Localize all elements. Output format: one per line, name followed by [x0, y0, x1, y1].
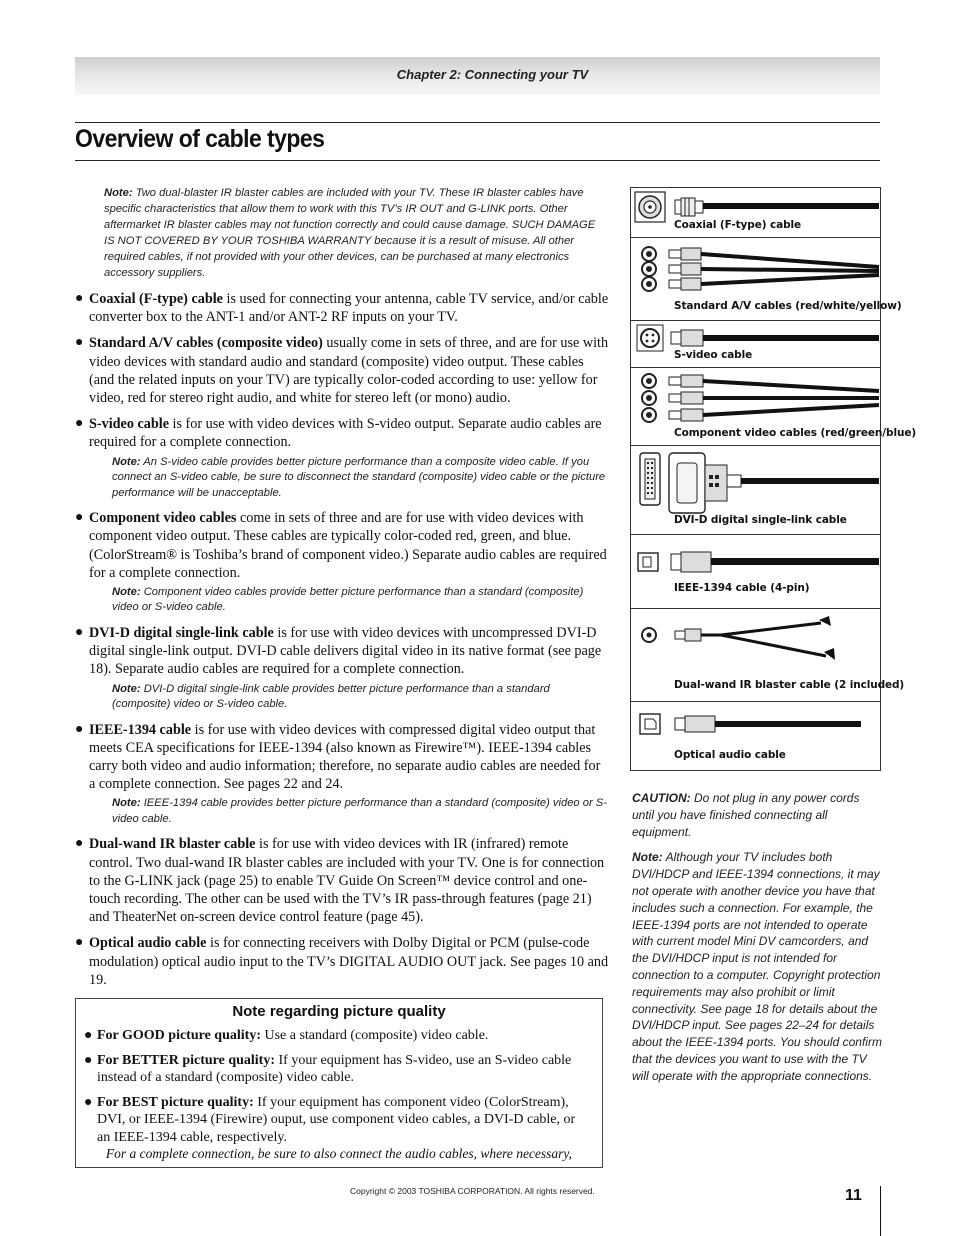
note-label: Note:: [112, 797, 141, 810]
bullet-icon: ●: [84, 1094, 93, 1110]
quality-box-title: Note regarding picture quality: [232, 1003, 446, 1020]
chapter-header-band: [75, 57, 880, 95]
item-text: usually come in sets of three, and are for use with video devices with standard audio and standard (composite) video output. These cables (and the related inputs on your TV) are typically color-coded according to use: yellow for video, red for stereo right audio, and white for stereo left (or mono) audio.: [89, 335, 609, 407]
note-label: Note:: [112, 455, 141, 468]
item-term: DVI-D digital single-link cable: [89, 624, 274, 641]
list-item: [75, 835, 610, 926]
caution-note: [632, 790, 882, 840]
item-text: is used for connecting your antenna, cable TV service, and/or cable converter box to the ANT-1 and/or ANT-2 RF inputs on your TV.: [89, 291, 609, 326]
chapter-title: Chapter 2: Connecting your TV: [396, 67, 589, 82]
quality-list: [84, 1027, 589, 1153]
cable-row-optical: [631, 701, 880, 771]
item-text: is for use with video devices with uncompressed DVI-D digital single-link output. DVI-D cable delivers digital video in its native format (see page 18). Separate audio cables are required for a complete connection.: [89, 624, 602, 678]
side-note: [632, 849, 882, 1084]
bullet-icon: ●: [84, 1028, 93, 1043]
item-note: [112, 796, 610, 827]
list-item: [75, 934, 610, 989]
title-bottom-rule: [75, 160, 880, 161]
cable-label: Component video cables (red/green/blue): [674, 427, 917, 439]
note-text: IEEE-1394 cable provides better picture performance than a standard (composite) video or S-video cable.: [112, 797, 607, 825]
picture-quality-note-box: [75, 998, 603, 1168]
side-notes: [632, 790, 882, 1094]
item-text: If your equipment has S-video, use an S-video cable instead of a standard (composite) video cable.: [97, 1052, 572, 1085]
note-label: Note:: [112, 682, 141, 695]
note-text: Component video cables provide better picture performance than a standard (composite) video or S-video cable.: [112, 585, 584, 614]
page-number-rule: [880, 1186, 881, 1236]
bullet-icon: ●: [75, 935, 84, 951]
bullet-icon: ●: [75, 721, 84, 737]
list-item: [75, 721, 610, 828]
list-item: [75, 509, 610, 616]
cable-row-coaxial: [631, 188, 880, 238]
bullet-icon: ●: [75, 335, 84, 351]
note-text: Although your TV includes both DVI/HDCP and IEEE-1394 connections, it may not operate with another device you have that includes such a connection. For example, the IEEE-1394 ports are not intended to operate with current model Mini DV camcorders, and the DVI/HDCP input is not intended for connection to a computer. Copyright protection requirements may also prohibit or limit connectivity. See page 18 for details about the DVI/HDCP input. See pages 22–24 for details about the IEEE-1394 ports. You should confirm that the devices you want to use with the TV will operate with the appropriate connections.: [632, 850, 882, 1083]
bullet-icon: ●: [75, 624, 84, 640]
item-term: Component video cables: [89, 510, 237, 527]
item-term: For BETTER picture quality:: [97, 1052, 276, 1068]
list-item: [75, 334, 610, 407]
quality-box-footer: For a complete connection, be sure to also connect the audio cables, where necessary,: [105, 1146, 573, 1161]
bullet-icon: ●: [84, 1052, 93, 1068]
bullet-icon: ●: [75, 510, 84, 526]
cable-label: S-video cable: [674, 349, 753, 361]
page-title: Overview of cable types: [75, 125, 325, 153]
bullet-icon: ●: [75, 836, 84, 852]
bullet-icon: ●: [75, 291, 84, 306]
cable-illustration-panel: [630, 187, 917, 771]
item-term: Dual-wand IR blaster cable: [89, 836, 256, 853]
bullet-icon: ●: [75, 416, 84, 432]
copyright-text: Copyright © 2003 TOSHIBA CORPORATION. All rights reserved.: [350, 1186, 595, 1196]
cable-row-ieee1394: [631, 534, 880, 609]
ieee1394-cable-icon: [631, 534, 880, 608]
cable-label: DVI-D digital single-link cable: [674, 514, 847, 526]
item-term: IEEE-1394 cable: [89, 721, 192, 738]
list-item: [75, 624, 610, 713]
note-text: DVI-D digital single-link cable provides better picture performance than a standard (composite) video or S-video cable.: [112, 682, 550, 711]
list-item: [75, 290, 610, 326]
cable-row-svideo: [631, 320, 880, 368]
title-top-rule: [75, 122, 880, 123]
item-term: Optical audio cable: [89, 935, 207, 952]
note-label: Note:: [632, 850, 663, 865]
item-term: For BEST picture quality:: [97, 1094, 254, 1110]
cable-label: Standard A/V cables (red/white/yellow): [674, 300, 902, 312]
item-term: Coaxial (F-type) cable: [89, 291, 223, 307]
cable-label: Dual-wand IR blaster cable (2 included): [674, 679, 905, 691]
note-text: An S-video cable provides better picture performance than a composite video cable. If you connect an S-video cable, be sure to disconnect the standard (composite) video cable or the picture performance will be unacceptable.: [112, 455, 606, 499]
item-term: Standard A/V cables (composite video): [89, 335, 323, 352]
s-video-cable-icon: [631, 320, 880, 367]
cable-label: Optical audio cable: [674, 749, 786, 761]
item-text: is for connecting receivers with Dolby Digital or PCM (pulse-code modulation) optical audio input to the TV’s DIGITAL AUDIO OUT jack. See pages 10 and 19.: [89, 935, 609, 988]
caution-label: CAUTION:: [632, 791, 691, 805]
page-number: 11: [845, 1187, 862, 1204]
list-item: [84, 1052, 589, 1087]
list-item: [84, 1027, 589, 1045]
cable-description-list: [75, 290, 610, 997]
item-note: [112, 682, 610, 713]
item-text: is for use with video devices with compressed digital video output that meets CEA specifications for IEEE-1394 (also known as Firewire™). IEEE-1394 cables carry both video and audio information; therefore, no separate audio cables are needed for a complete connection. See pages 22 and 24.: [89, 721, 601, 793]
note-label: Note:: [112, 585, 141, 598]
item-text: come in sets of three and are for use with video devices with component video output. These cables are typically color-coded red, green, and blue. (ColorStream® is Toshiba’s brand of component video.) Separate audio cables are required for a complete connection.: [89, 510, 607, 581]
item-text: is for use with video devices with IR (infrared) remote control. Two dual-wand IR blaster cables are included with your TV. One is for connection to the G-LINK jack (page 25) to enable TV Guide On Screen™ device control and one-touch recording. The other can be used with the TV’s IR pass-through features (page 21) and TheaterNet on-screen device control feature (page 45).: [89, 836, 605, 926]
intro-note-text: Two dual-blaster IR blaster cables are included with your TV. These IR blaster cables have specific characteristics that allow them to work with this TV’s IR OUT and G-LINK ports. Other aftermarket IR blaster cables may not function correctly and could cause damage. SUCH DAMAGE IS NOT COVERED BY YOUR TOSHIBA WARRANTY because it is a result of misuse. All other required cables, if not provided with your other devices, can be purchased at many electronics accessory suppliers.: [104, 187, 596, 279]
item-term: For GOOD picture quality:: [97, 1028, 261, 1043]
cable-label: IEEE-1394 cable (4-pin): [674, 582, 810, 594]
intro-note-label: Note:: [104, 187, 133, 199]
item-note: [112, 455, 610, 502]
caution-text: Do not plug in any power cords until you have finished connecting all equipment.: [632, 791, 860, 839]
cable-row-av: [631, 237, 902, 321]
item-note: [112, 585, 610, 616]
intro-note: [104, 185, 604, 281]
item-term: S-video cable: [89, 416, 169, 433]
item-text: is for use with video devices with S-video output. Separate audio cables are required for a complete connection.: [89, 416, 602, 451]
cable-row-component: [631, 367, 917, 446]
list-item: [75, 415, 610, 501]
cable-row-ir-blaster: [631, 608, 905, 702]
cable-row-dvi: [631, 445, 880, 535]
item-text: Use a standard (composite) video cable.: [260, 1028, 489, 1043]
list-item: [84, 1094, 589, 1147]
cable-label: Coaxial (F-type) cable: [674, 219, 802, 231]
item-text: If your equipment has component video (ColorStream), DVI, or IEEE-1394 (Firewire) ouput, use component video cables, a DVI-D cable, or an IEEE-1394 cable, respectively.: [97, 1094, 576, 1145]
